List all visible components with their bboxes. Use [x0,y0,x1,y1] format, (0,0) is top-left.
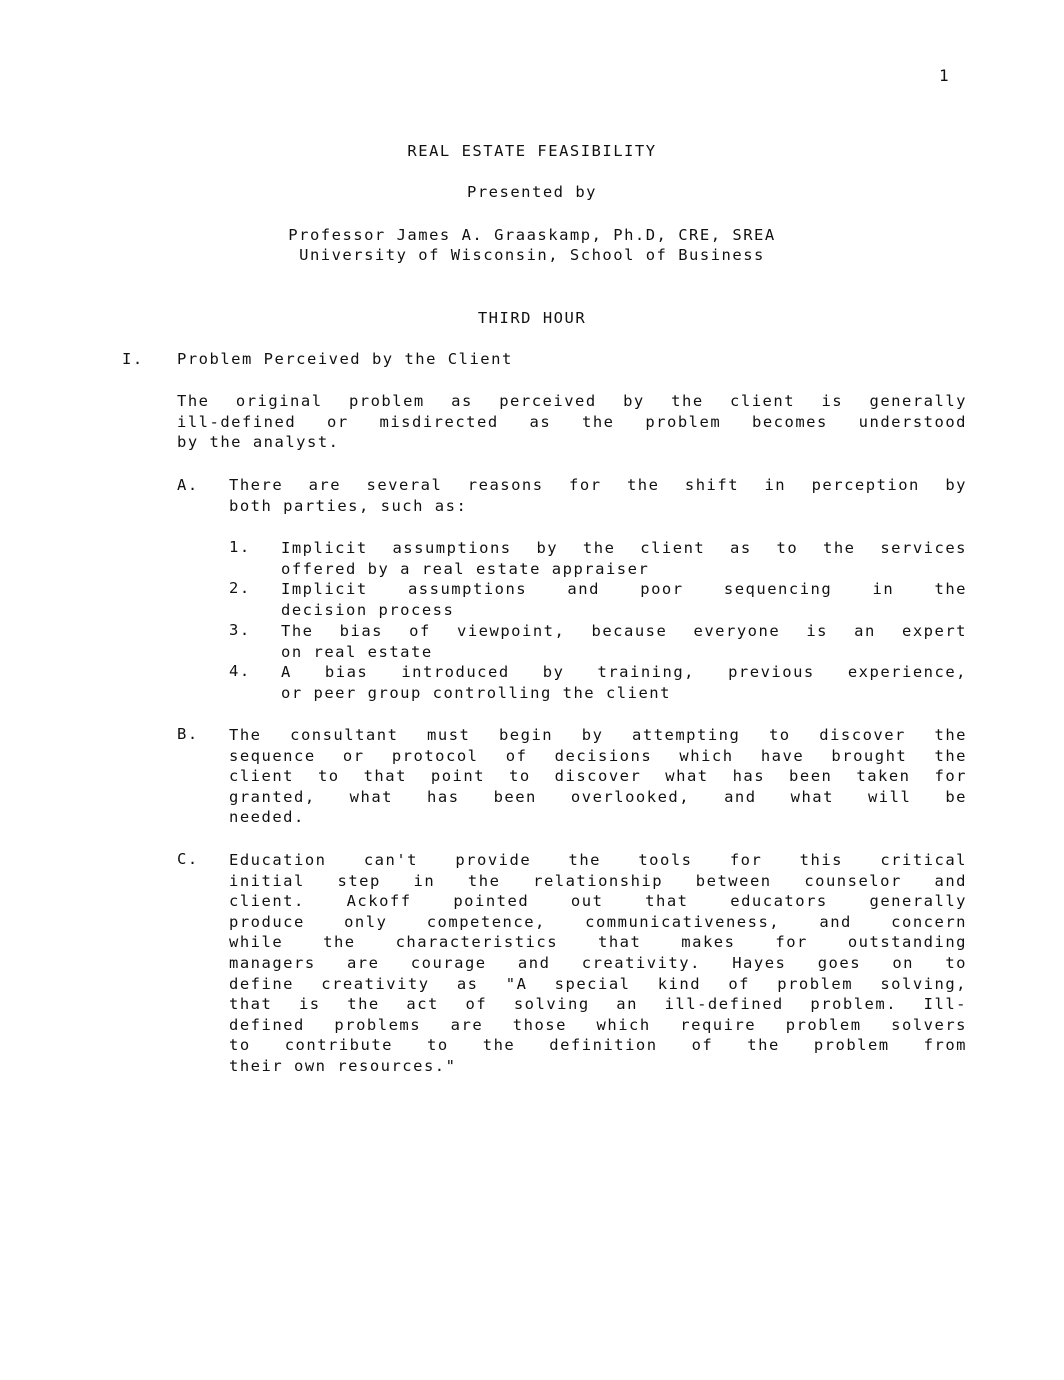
subitem-line: A bias introduced by training, previous experience, [281,663,967,681]
item-marker: B. [177,725,199,743]
subitem-line: or peer group controlling the client [281,683,671,702]
item-line: client. Ackoff pointed out that educators generally [229,892,967,911]
item-line: their own resources." [229,1056,457,1075]
subitem-line: The bias of viewpoint, because everyone is an expert [281,622,967,640]
subitem-line: decision process [281,600,455,619]
author-line: Professor James A. Graaskamp, Ph.D, CRE, SREA [288,226,776,244]
subitem-marker: 1. [229,538,251,556]
item-line: to contribute to the definition of the problem from [229,1036,967,1055]
subitem-text [281,662,967,703]
item-line: granted, what has been overlooked, and what will be [229,787,967,806]
item-line: Education can't provide the tools for this critical [229,851,967,869]
subitem-marker: 2. [229,579,251,597]
item-C-text [229,850,967,1077]
item-line: defined problems are those which require problem solvers [229,1015,967,1034]
item-line: produce only competence, communicativeness, and concern [229,912,967,931]
paragraph-line: The original problem as perceived by the client is generally [177,392,967,410]
item-line: managers are courage and creativity. Hayes goes on to [229,953,967,972]
section-paragraph [177,391,967,453]
subitem-line: on real estate [281,642,433,661]
subitem-text [281,579,967,620]
section-heading: THIRD HOUR [477,309,587,327]
item-line: initial step in the relationship between counselor and [229,871,967,890]
item-marker: A. [177,476,199,494]
affiliation: University of Wisconsin, School of Business [299,246,765,264]
paragraph-line: by the analyst. [177,433,340,452]
item-line: both parties, such as: [229,496,468,515]
section-heading-I: Problem Perceived by the Client [177,350,513,368]
subitem-text [281,538,967,579]
item-line: The consultant must begin by attempting to discover the [229,726,967,744]
item-B-text [229,725,967,828]
subitem-text [281,621,967,662]
item-line: client to that point to discover what has been taken for [229,767,967,786]
item-line: sequence or protocol of decisions which have brought the [229,746,967,765]
item-line: needed. [229,808,305,827]
item-line: while the characteristics that makes for outstanding [229,933,967,952]
item-line: There are several reasons for the shift in perception by [229,476,967,494]
subitem-line: Implicit assumptions by the client as to the services [281,539,967,557]
item-A-text [229,475,967,516]
presented-by: Presented by [467,183,597,201]
item-marker: C. [177,850,199,868]
document-title: REAL ESTATE FEASIBILITY [407,142,657,160]
item-line: that is the act of solving an ill-defined problem. Ill- [229,995,967,1014]
page-number: 1 [939,66,949,85]
subitem-marker: 4. [229,662,251,680]
paragraph-line: ill-defined or misdirected as the problem becomes understood [177,412,967,431]
subitem-line: Implicit assumptions and poor sequencing in the [281,580,967,598]
item-line: define creativity as "A special kind of problem solving, [229,974,967,993]
subitem-marker: 3. [229,621,251,639]
subitem-line: offered by a real estate appraiser [281,559,650,578]
section-marker: I. [122,350,144,368]
